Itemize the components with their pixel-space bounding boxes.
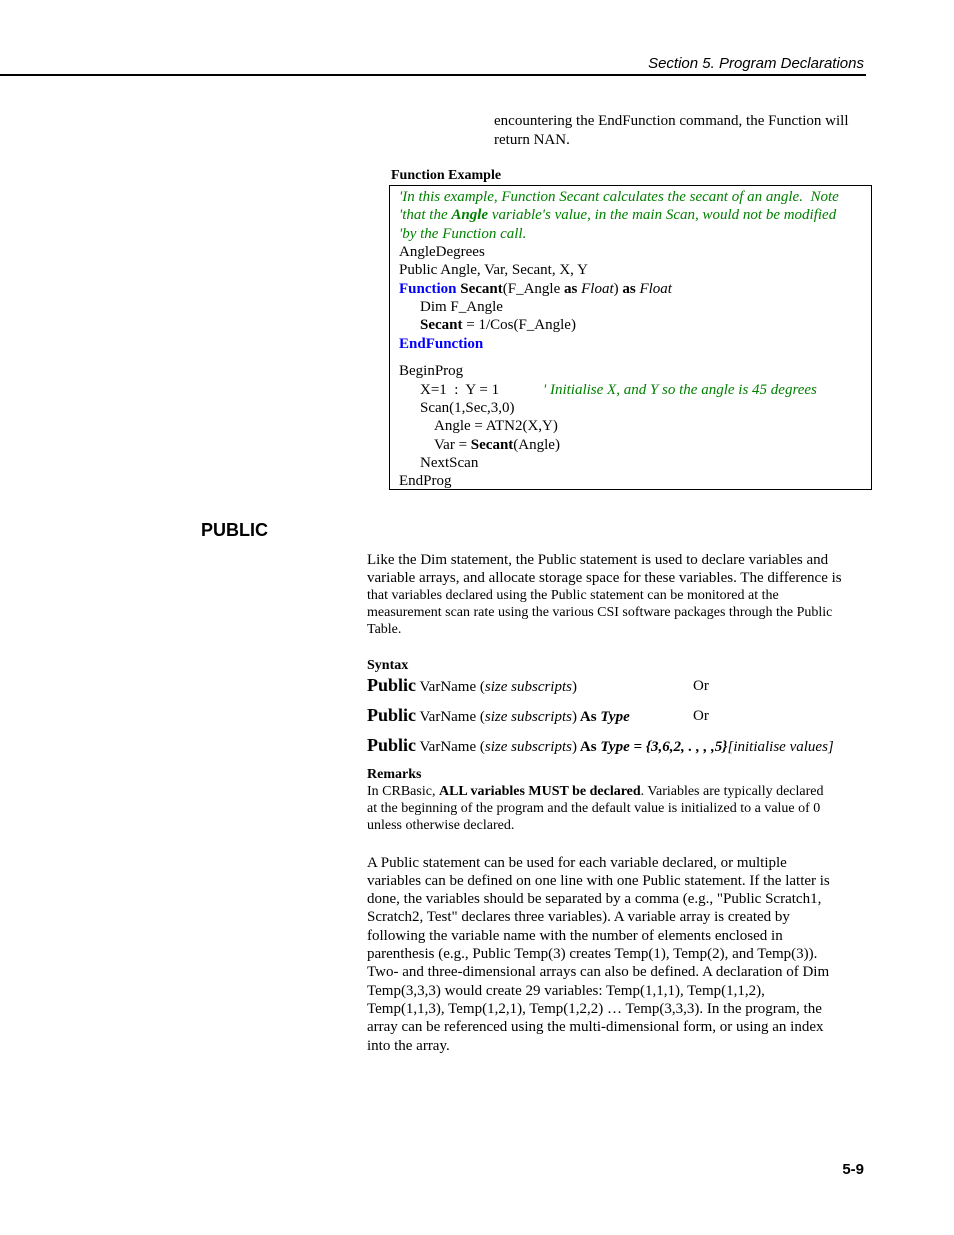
code-line-dim: Dim F_Angle [420,299,503,315]
code-line-endprog: EndProg [399,473,452,489]
body-line-8: Temp(3,3,3) would create 29 variables: Temp(1,1,1), Temp(1,1,2), [367,983,765,999]
init-values: = {3,6,2, . , , ,5} [629,739,728,755]
code-line-var [434,436,560,454]
code-line-angle: Angle = ATN2(X,Y) [434,418,558,434]
as-keyword-1: as [564,281,578,297]
code-line-xy: X=1 : Y = 1 [420,382,500,398]
paren-close: ) [571,709,577,725]
public-keyword: Public [367,675,417,695]
body-line-5: following the variable name with the number of elements enclosed in [367,928,783,944]
code-comment-3: 'by the Function call. [399,226,527,242]
type-keyword: Type [600,739,630,755]
size-subscripts: size subscripts [484,679,572,695]
paren-close: ) [571,679,577,695]
varname: VarName ( [416,739,485,755]
var-c: (Angle) [513,437,560,453]
body-line-2: variables can be defined on one line with one Public statement. If the latter is [367,873,830,889]
body-line-4: Scratch2, Test" declares three variables). A variable array is created by [367,909,790,925]
function-name: Secant [460,281,503,297]
body-line-9: Temp(1,1,3), Temp(1,2,1), Temp(1,2,2) … Temp(3,3,3). In the program, the [367,1001,822,1017]
syntax-line-2 [367,705,630,726]
varname: VarName ( [416,679,485,695]
syntax-line-3 [367,735,834,756]
code-line-scan: Scan(1,Sec,3,0) [420,400,515,416]
public-desc-5: Table. [367,622,402,637]
var-a: Var = [434,437,471,453]
code-box [389,185,872,490]
intro-line-2: return NAN. [494,132,570,148]
public-keyword: Public [367,705,417,725]
code-line-endfunction: EndFunction [399,336,484,352]
body-line-1: A Public statement can be used for each variable declared, or multiple [367,855,787,871]
type-keyword: Type [600,709,630,725]
code-comment-angle: Angle [451,207,489,223]
syntax-heading: Syntax [367,658,409,673]
code-comment-2c: variable's value, in the main Scan, would not be modified [488,207,837,223]
running-header: Section 5. Program Declarations [648,55,864,72]
function-arg: (F_Angle [502,281,565,297]
header-rule [0,74,866,76]
public-desc-3: that variables declared using the Public statement can be monitored at the [367,588,779,603]
public-desc-1: Like the Dim statement, the Public statement is used to declare variables and [367,552,829,568]
section-title-public: PUBLIC [201,520,268,540]
function-keyword: Function [399,281,457,297]
remarks-a: In CRBasic, [367,784,439,799]
code-line-beginprog: BeginProg [399,363,464,379]
var-secant: Secant [470,437,514,453]
paren-close: ) [571,739,577,755]
function-close: ) [613,281,623,297]
body-line-3: done, the variables should be separated by a comma (e.g., "Public Scratch1, [367,891,822,907]
code-comment-xy: ' Initialise X, and Y so the angle is 45 degrees [543,382,817,398]
remarks-line-1 [367,783,824,801]
body-line-6: parenthesis (e.g., Public Temp(3) creates Temp(1), Temp(2), and Temp(3)). [367,946,818,962]
as-keyword: As [576,739,601,755]
or-label-1: Or [693,678,709,694]
varname: VarName ( [416,709,485,725]
code-line-angledegrees: AngleDegrees [399,244,485,260]
code-comment-1: 'In this example, Function Secant calculates the secant of an angle. Note [399,189,839,205]
remarks-heading: Remarks [367,767,422,782]
public-keyword: Public [367,735,417,755]
remarks-line-3: unless otherwise declared. [367,818,515,833]
size-subscripts: size subscripts [484,709,572,725]
syntax-line-1 [367,675,577,696]
remarks-b: ALL variables MUST be declared [438,784,641,799]
size-subscripts: size subscripts [484,739,572,755]
initialise-values: [initialise values] [727,739,834,755]
function-example-title: Function Example [391,168,502,183]
secant-rest: = 1/Cos(F_Angle) [462,317,576,333]
float-type-1: Float [581,281,614,297]
remarks-c: . Variables are typically declared [640,784,824,799]
page-number: 5-9 [842,1161,864,1178]
body-line-7: Two- and three-dimensional arrays can also be defined. A declaration of Dim [367,964,830,980]
code-line-public: Public Angle, Var, Secant, X, Y [399,262,588,278]
or-label-2: Or [693,708,709,724]
code-comment-2 [399,206,836,224]
secant-bold: Secant [420,317,463,333]
public-desc-2: variable arrays, and allocate storage space for these variables. The difference is [367,570,842,586]
code-line-function [399,280,672,298]
code-line-secant [420,316,576,334]
as-keyword-2: as [622,281,636,297]
float-type-2: Float [639,281,672,297]
intro-line-1: encountering the EndFunction command, the Function will [494,113,849,129]
remarks-line-2: at the beginning of the program and the default value is initialized to a value of 0 [367,801,821,816]
body-line-10: array can be referenced using the multi-dimensional form, or using an index [367,1019,824,1035]
code-comment-2a: 'that the [399,207,452,223]
body-line-11: into the array. [367,1038,450,1054]
code-line-nextscan: NextScan [420,455,479,471]
public-desc-4: measurement scan rate using the various CSI software packages through the Public [367,605,833,620]
as-keyword: As [576,709,601,725]
